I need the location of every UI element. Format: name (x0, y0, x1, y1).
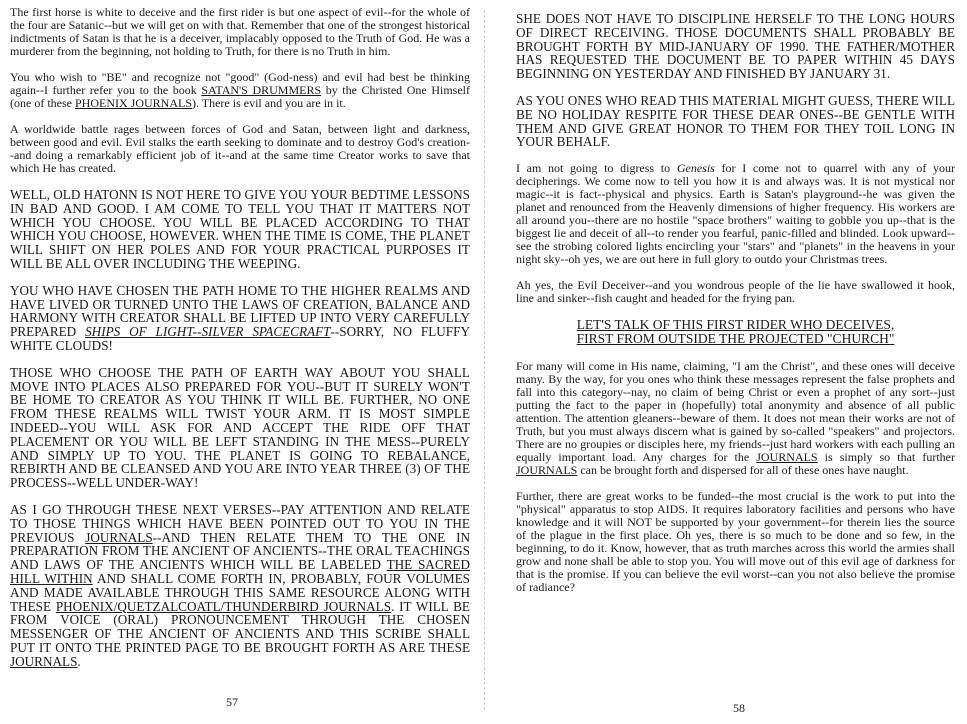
page-number: 58 (733, 701, 745, 715)
text-run: can be brought forth and dispersed for all of these ones have naught. (577, 463, 909, 478)
paragraph: THOSE WHO CHOOSE THE PATH OF EARTH WAY ABOUT YOU SHALL MOVE INTO PLACES ALSO PREPARED FOR YOU--BUT IT SURELY WON'T BE HOME TO CREATOR AS YOU THINK IT WILL BE. FURTHER, NO ONE FROM THESE REALMS WILL TWIST YOUR ARM. IT IS MOST SIMPLE INDEED--YOU WILL ASK FOR AND ACCEPT THE RIDE OFF THAT PLACEMENT OR YOU WILL BE LEFT STANDING IN THE MESS--PURELY AND SIMPLY UP TO YOU. THE PLANET IS GOING TO REBALANCE, REBIRTH AND BE CLEANSED AND YOU ARE INTO YEAR THREE (3) OF THE PROCESS--WELL UNDER-WAY! (10, 364, 470, 491)
paragraph (516, 360, 955, 477)
text-run: ). There is evil and you are in it. (192, 96, 346, 110)
text-run: AS I GO THROUGH THESE NEXT VERSES--PAY ATTENTION AND RELATE TO THOSE THINGS WHICH HAVE BEEN POINTED OUT TO YOU IN THE PREVIOUS (10, 501, 470, 545)
paragraph: Ah yes, the Evil Deceiver--and you wondrous people of the lie have swallowed it hook, line and sinker--fish caught and headed for the frying pan. (516, 278, 955, 306)
paragraph (516, 162, 955, 266)
section-heading-line: FIRST FROM OUTSIDE THE PROJECTED "CHURCH" (576, 331, 895, 347)
text-run: by the Christed One Himself (one of these (10, 83, 470, 110)
section-heading (516, 318, 955, 346)
text-run: --AND THEN RELATE THEM TO THE ONE IN PREPARATION FROM THE ANCIENT OF ANCIENTS--THE ORAL TEACHINGS AND LAWS OF THE ANCIENTS WHICH WILL BE LABELED (10, 529, 470, 573)
text-run: is simply so that further (817, 450, 955, 465)
text-run: I am not going to digress to (516, 161, 677, 176)
paragraph: The first horse is white to deceive and the first rider is but one aspect of evil--for the whole of the four are Satanic--but we will get on with that. Remember that one of the strongest historical indictments of Satan is that he is a deceiver, implacably opposed to the Truth of God. He was a murderer from the beginning, not holding to Truth, for there is no Truth in him. (10, 5, 470, 58)
paragraph (10, 503, 470, 669)
page-gutter (484, 10, 486, 710)
section-heading-line: LET'S TALK OF THIS FIRST RIDER WHO DECEIVES, (576, 317, 895, 333)
text-run: For many will come in His name, claiming, "I am the Christ", and these ones will deceive many. By the way, for you ones who think these messages represent the false prophets and fall into this category--nay, no claim of being Christ or even a prophet of any sort--just putting the fact to the paper in (hopefully) total anonymity and absence of all public attention. The attention gleaners--beware of them. It does not mean their works are not of Truth, but you must always discern what is gained by so-called "speakers" and projectors. There are no groupies or disciples here, my friends--just hard workers with each pulling an equally important load. Any charges for the (516, 359, 955, 465)
paragraph: SHE DOES NOT HAVE TO DISCIPLINE HERSELF TO THE LONG HOURS OF DIRECT RECEIVING. THOSE DOCUMENTS SHALL PROBABLY BE BROUGHT FORTH BY MID-JANUARY OF 1990. THE FATHER/MOTHER HAS REQUESTED THE DOCUMENT BE TO PAPER WITHIN 45 DAYS BEGINNING ON YESTERDAY AND FINISHED BY JANUARY 31. (516, 11, 955, 82)
paragraph: AS YOU ONES WHO READ THIS MATERIAL MIGHT GUESS, THERE WILL BE NO HOLIDAY RESPITE FOR THESE DEAR ONES--BE GENTLE WITH THEM AND GIVE GREAT HONOR TO THEM FOR THEY TOIL LONG IN YOUR BEHALF. (516, 92, 955, 150)
book-title-journals: JOURNALS (10, 653, 78, 669)
text-run: . (77, 653, 81, 669)
text-run: AND SHALL COME FORTH IN, PROBABLY, FOUR VOLUMES AND MADE AVAILABLE THROUGH THIS SAME RESOURCE ALONG WITH THESE (10, 570, 470, 614)
text-run: --SORRY, NO FLUFFY WHITE CLOUDS! (10, 324, 470, 353)
book-title-satans-drummers: SATAN'S DRUMMERS (201, 83, 322, 97)
paragraph (10, 71, 470, 110)
paragraph (10, 284, 470, 353)
left-page (0, 0, 478, 724)
book-title-phoenix-journals: PHOENIX JOURNALS (74, 96, 192, 110)
paragraph: WELL, OLD HATONN IS NOT HERE TO GIVE YOU YOUR BEDTIME LESSONS IN BAD AND GOOD. I AM COME TO TELL YOU THAT IT MATTERS NOT WHICH YOU CHOOSE. YOU WILL BE PLACED ACCORDING TO THAT WHICH YOU CHOOSE, HOWEVER. WHEN THE TIME IS COME, THE PLANET WILL SHIFT ON HER POLES AND FOR YOUR PRACTICAL PURPOSES IT WILL BE ALL OVER INCLUDING THE WEEPING. (10, 187, 470, 271)
emphasis-ships-of-light: SHIPS OF LIGHT--SILVER SPACECRAFT (85, 324, 331, 340)
paragraph: Further, there are great works to be funded--the most crucial is the work to put into the "physical" apparatus to stop AIDS. It requires laboratory facilities and persons who have knowledge and it will NOT be supported by your government--for therein lies the source of the plague in the first place. Oh yes, there is so much to be done and so few, in the beginning, to do it. Know, however, that as truth marches across this world the armies shall grow and none shall be able to stop you. You will move out of this evil age of darkness for that is the promise. If you can believe the evil worst--can you not also believe the promise of radiance? (516, 489, 955, 595)
emphasis-genesis: Genesis (676, 161, 715, 176)
text-run: YOU WHO HAVE CHOSEN THE PATH HOME TO THE HIGHER REALMS AND HAVE LIVED OR TURNED UNTO THE LAWS OF CREATION, BALANCE AND HARMONY WITH CREATOR SHALL BE LIFTED UP INTO VERY CAREFULLY PREPARED (10, 282, 470, 340)
book-title-journals: JOURNALS (85, 529, 153, 545)
text-run: You who wish to "BE" and recognize not "good" (God-ness) and evil had best be thinking again--I further refer you to the book (10, 70, 470, 97)
paragraph: A worldwide battle rages between forces of God and Satan, between light and darkness, between good and evil. Evil stalks the earth seeking to dominate and to destroy God's creation--and doing a remarkably efficient job of it--and at the same time Creator works to save that which He has created. (10, 122, 470, 175)
text-run: . IT WILL BE FROM VOICE (ORAL) PRONOUNCEMENT THROUGH THE CHOSEN MESSENGER OF THE ANCIENT OF ANCIENTS AND THIS SCRIBE SHALL PUT IT ONTO THE PRINTED PAGE TO BE BROUGHT FORTH AS ARE THESE (10, 598, 470, 655)
book-title-phoenix-quetzalcoatl-journals: PHOENIX/QUETZALCOATL/THUNDERBIRD JOURNALS (55, 598, 392, 614)
text-run: for I come not to quarrel with any of your decipherings. We come now to tell you how it is and always was. It is not mystical nor magic--it is fact--physical and physics. Earth is Satan's playground--he was given the planet and renounced from the Heavenly dimensions of higher frequency. His workers are all around you--there are no hostile "space brothers" waiting to gobble you up--that is the biggest lie and deceit of all--to render you fearful, panic-filled and blinded. Look upward--see the strobing colored lights encircling your "stars" and "planets" in the heavens in your night sky--oh yes, we are out here in full glory to outdo your Christmas trees. (516, 161, 955, 267)
book-title-sacred-hill-within: THE SACRED HILL WITHIN (10, 557, 470, 586)
right-page (488, 0, 967, 724)
page-number: 57 (226, 695, 238, 709)
book-title-journals: JOURNALS (516, 463, 578, 478)
book-title-journals: JOURNALS (756, 450, 818, 465)
